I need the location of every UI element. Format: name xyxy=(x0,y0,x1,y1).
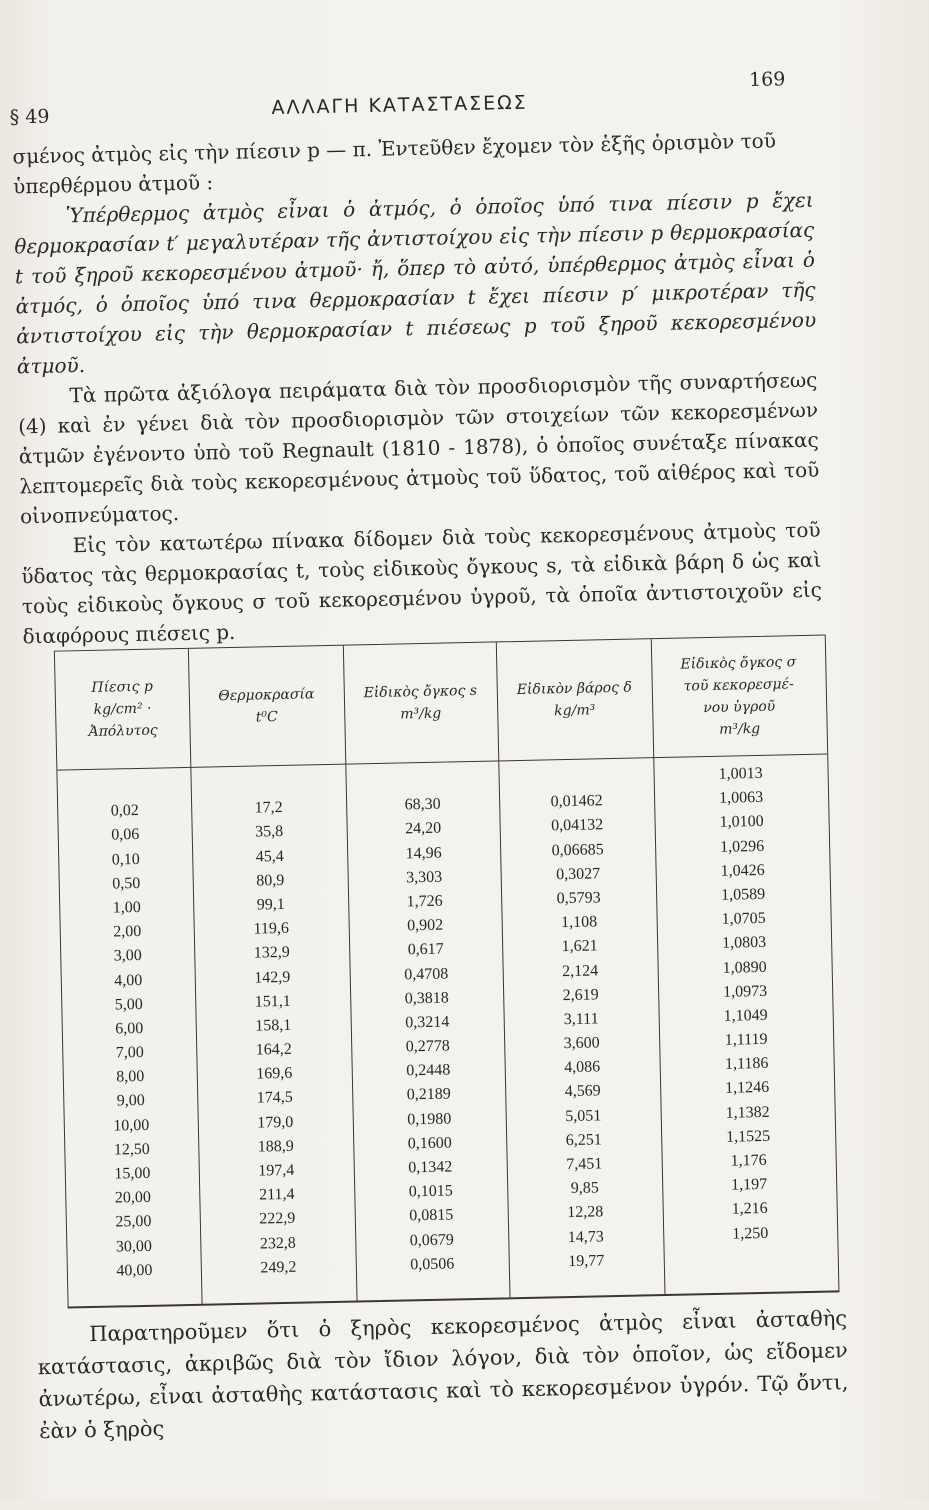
cell-pressure: 6,00 xyxy=(115,1019,144,1038)
cell-pressure: 30,00 xyxy=(115,1237,153,1256)
cell-specific-volume: 0,3818 xyxy=(404,989,449,1008)
cell-liquid-volume: 1,0426 xyxy=(720,861,765,880)
cell-specific-volume: 0,4708 xyxy=(404,965,449,983)
cell-specific-volume: 0,1980 xyxy=(407,1110,452,1129)
cell-temperature: 232,8 xyxy=(259,1234,297,1253)
cell-specific-weight: 0,06685 xyxy=(551,840,604,859)
cell-pressure: 0,02 xyxy=(110,802,139,820)
cell-liquid-volume: 1,0803 xyxy=(721,934,767,953)
closing-paragraph xyxy=(37,1302,850,1447)
paragraph: Παρατηροῦμεν ὅτι ὁ ξηρὸς κεκορεσμένος ἀτμὸς εἶναι ἀσταθὴς κατάστασις, ἀκριβῶς διὰ τὸν ἴδιον λόγον, διὰ τὸν ὁποῖον, ὡς εἴδομεν ἀνωτέρω, εἶναι ἀσταθὴς κατάστασις καὶ τὸ κεκορεσμένον ὑγρόν. Τῷ ὄντι, ἐὰν ὁ ξηρὸς xyxy=(37,1306,849,1444)
section-number: § 49 xyxy=(9,105,50,129)
cell-liquid-volume: 1,0589 xyxy=(720,885,766,904)
cell-liquid-volume: 1,0063 xyxy=(718,789,764,807)
cell-pressure xyxy=(58,777,191,780)
cell-liquid-volume: 1,0013 xyxy=(718,764,763,783)
cell-pressure: 7,00 xyxy=(115,1043,144,1062)
cell-specific-weight: 1,621 xyxy=(561,937,598,956)
cell-specific-weight: 5,051 xyxy=(565,1106,602,1125)
table-body xyxy=(58,764,838,1288)
cell-pressure: 4,00 xyxy=(114,971,143,990)
cell-liquid-volume: 1,176 xyxy=(730,1151,767,1170)
page-number: 169 xyxy=(748,68,786,92)
cell-pressure: 0,50 xyxy=(112,874,141,893)
paragraph: Εἰς τὸν κατωτέρω πίνακα δίδομεν διὰ τοὺς κεκορεσμένους ἀτμοὺς τοῦ ὕδατος τὰς θερμοκρασίας t, τοὺς εἰδικοὺς ὄγκους s, τὰ εἰδικὰ βάρη δ ὡς καὶ τοὺς εἰδικοὺς ὄγκους σ τοῦ κεκορεσμένου ὑγροῦ, τὰ ὁποῖα ἀντιστοιχοῦν εἰς διαφόρους πιέσεις p. xyxy=(21,517,823,649)
cell-pressure: 12,50 xyxy=(113,1140,151,1159)
cell-temperature: 35,8 xyxy=(255,823,284,841)
cell-liquid-volume: 1,0705 xyxy=(721,909,766,928)
cell-temperature: 99,1 xyxy=(256,895,285,914)
cell-pressure: 8,00 xyxy=(116,1068,145,1086)
cell-pressure: 25,00 xyxy=(115,1213,152,1231)
cell-pressure: 15,00 xyxy=(114,1164,151,1183)
cell-temperature: 164,2 xyxy=(255,1040,292,1059)
cell-temperature: 169,6 xyxy=(256,1065,293,1083)
cell-specific-volume: 14,96 xyxy=(405,844,442,862)
cell-specific-volume: 0,0506 xyxy=(410,1255,455,1274)
cell-pressure: 0,10 xyxy=(111,850,140,869)
cell-temperature: 45,4 xyxy=(255,847,284,866)
cell-liquid-volume: 1,1119 xyxy=(724,1030,768,1049)
header-liquid-volume: Εἰδικὸς ὄγκος σ τοῦ κεκορεσμέ- νου ὑγροῦ m³/kg xyxy=(680,654,797,738)
saturated-steam-table xyxy=(54,635,840,1309)
cell-liquid-volume: 1,197 xyxy=(731,1176,768,1194)
cell-temperature: 142,9 xyxy=(254,968,291,987)
cell-specific-volume: 0,0679 xyxy=(409,1231,454,1249)
cell-liquid-volume: 1,1382 xyxy=(725,1103,770,1122)
cell-specific-volume: 0,3214 xyxy=(405,1013,450,1032)
cell-specific-volume: 0,1600 xyxy=(407,1134,452,1153)
cell-specific-weight: 3,600 xyxy=(563,1034,600,1053)
cell-specific-weight: 2,124 xyxy=(562,961,599,980)
header-specific-volume: Εἰδικὸς ὄγκος s m³/kg xyxy=(363,682,478,723)
cell-temperature: 211,4 xyxy=(258,1185,295,1204)
cell-temperature: 80,9 xyxy=(256,871,285,890)
cell-temperature: 151,1 xyxy=(254,992,291,1011)
cell-specific-weight: 0,5793 xyxy=(556,889,601,908)
cell-specific-volume: 0,2189 xyxy=(406,1085,451,1104)
cell-specific-volume: 1,726 xyxy=(406,892,443,911)
chapter-title: ΑΛΛΑΓΗ ΚΑΤΑΣΤΑΣΕΩΣ xyxy=(271,91,528,120)
cell-specific-weight: 0,04132 xyxy=(550,816,604,835)
cell-temperature: 197,4 xyxy=(258,1161,295,1180)
header-temperature: Θερμοκρασία t⁰C xyxy=(218,686,315,726)
table-header xyxy=(55,636,827,771)
cell-pressure: 3,00 xyxy=(113,947,142,965)
cell-pressure: 20,00 xyxy=(114,1188,152,1207)
cell-temperature: 17,2 xyxy=(254,799,283,817)
cell-temperature: 188,9 xyxy=(257,1137,294,1156)
header-pressure: Πίεσις p kg/cm² · Ἀπόλυτος xyxy=(88,678,158,740)
cell-specific-weight: 14,73 xyxy=(567,1227,604,1246)
cell-pressure: 40,00 xyxy=(116,1261,153,1280)
header-specific-weight: Εἰδικὸν βάρος δ kg/m³ xyxy=(516,679,633,720)
cell-temperature: 158,1 xyxy=(255,1016,292,1035)
cell-specific-weight: 0,3027 xyxy=(555,865,601,883)
cell-liquid-volume: 1,1525 xyxy=(726,1127,771,1146)
cell-temperature: 222,9 xyxy=(259,1210,296,1228)
cell-specific-weight: 0,01462 xyxy=(550,792,603,811)
cell-specific-weight: 2,619 xyxy=(562,986,599,1004)
cell-specific-weight: 6,251 xyxy=(565,1131,602,1149)
cell-specific-volume: 0,1015 xyxy=(408,1182,453,1201)
cell-temperature: 132,9 xyxy=(253,944,290,962)
cell-specific-weight: 12,28 xyxy=(567,1203,604,1222)
cell-specific-weight xyxy=(498,767,653,770)
cell-liquid-volume: 1,1049 xyxy=(723,1006,768,1025)
text-line: ὑπερθέρμου ἀτμοῦ : xyxy=(12,170,214,199)
cell-specific-volume: 0,617 xyxy=(407,940,444,959)
cell-pressure: 2,00 xyxy=(113,923,142,941)
cell-specific-volume: 3,303 xyxy=(406,868,443,887)
cell-liquid-volume: 1,1186 xyxy=(724,1055,769,1073)
running-header xyxy=(9,68,839,132)
cell-temperature: 174,5 xyxy=(256,1089,293,1107)
cell-specific-volume: 0,902 xyxy=(407,916,444,935)
cell-specific-weight: 9,85 xyxy=(570,1179,599,1198)
cell-specific-volume: 0,2448 xyxy=(406,1061,451,1080)
cell-specific-weight: 19,77 xyxy=(568,1252,605,1270)
cell-specific-volume: 24,20 xyxy=(405,820,442,838)
cell-specific-volume: 68,30 xyxy=(404,795,441,814)
cell-liquid-volume: 1,1246 xyxy=(725,1079,770,1098)
cell-pressure: 5,00 xyxy=(114,995,143,1014)
cell-pressure: 9,00 xyxy=(116,1092,146,1110)
cell-temperature: 179,0 xyxy=(257,1113,294,1132)
cell-specific-weight: 7,451 xyxy=(566,1155,603,1174)
paragraph: Τὰ πρῶτα ἀξιόλογα πειράματα διὰ τὸν προσδιορισμὸν τῆς συναρτήσεως (4) καὶ ἐν γένει διὰ τὸν προσδιορισμὸν τῶν στοιχείων τῶν κεκορεσμένων ἀτμῶν ἐγένοντο ὑπὸ τοῦ Regnault (1810 - 1878), ὁ ὁποῖος συνέταξε πίνακας λεπτομερεῖς διὰ τοὺς κεκορεσμένους ἀτμοὺς τοῦ ὕδατος, τοῦ αἰθέρος καὶ τοῦ οἰνοπνεύματος. xyxy=(17,367,820,529)
cell-liquid-volume: 1,0890 xyxy=(722,958,767,977)
cell-specific-weight: 4,569 xyxy=(564,1082,601,1101)
cell-temperature: 249,2 xyxy=(260,1258,297,1277)
cell-liquid-volume: 1,250 xyxy=(732,1224,769,1243)
cell-specific-weight: 4,086 xyxy=(564,1058,601,1077)
cell-specific-volume: 0,1342 xyxy=(408,1158,453,1177)
cell-liquid-volume: 1,0296 xyxy=(719,837,765,856)
cell-pressure: 10,00 xyxy=(113,1116,150,1135)
cell-temperature xyxy=(191,774,346,777)
cell-specific-weight: 3,111 xyxy=(563,1010,599,1028)
cell-specific-volume: 0,0815 xyxy=(409,1206,454,1225)
definition-paragraph: Ὑπέρθερμος ἀτμὸς εἶναι ὁ ἀτμός, ὁ ὁποῖος ὑπό τινα πίεσιν p ἔχει θερμοκρασίαν t′ μεγαλυτέραν τῆς ἀντιστοίχου εἰς τὴν πίεσιν p θερμοκρασίας t τοῦ ξηροῦ κεκορεσμένου ἀτμοῦ· ἤ, ὅπερ τὸ αὐτό, ὑπέρθερμος ἀτμὸς εἶναι ὁ ἀτμός, ὁ ὁποῖος ὑπό τινα θερμοκρασίαν t ἔχει πίεσιν p′ μικροτέραν τῆς ἀντιστοίχου εἰς τὴν θερμοκρασίαν t πιέσεως p τοῦ ξηροῦ κεκορεσμένου ἀτμοῦ. xyxy=(14,187,817,379)
cell-specific-volume: 0,2778 xyxy=(405,1037,450,1056)
cell-liquid-volume: 1,216 xyxy=(731,1200,768,1219)
cell-specific-weight: 1,108 xyxy=(561,913,598,932)
cell-specific-volume xyxy=(346,770,499,773)
cell-liquid-volume: 1,0100 xyxy=(719,813,764,832)
cell-pressure: 0,06 xyxy=(111,826,140,844)
cell-temperature: 119,6 xyxy=(253,919,290,938)
text-line: σμένος ἀτμὸς εἰς τὴν πίεσιν p — π. Ἐντεῦθεν ἔχομεν τὸν ἑξῆς ὁρισμὸν τοῦ xyxy=(12,128,777,169)
cell-liquid-volume: 1,0973 xyxy=(722,982,768,1001)
cell-pressure: 1,00 xyxy=(112,898,141,917)
body-text xyxy=(12,125,823,652)
